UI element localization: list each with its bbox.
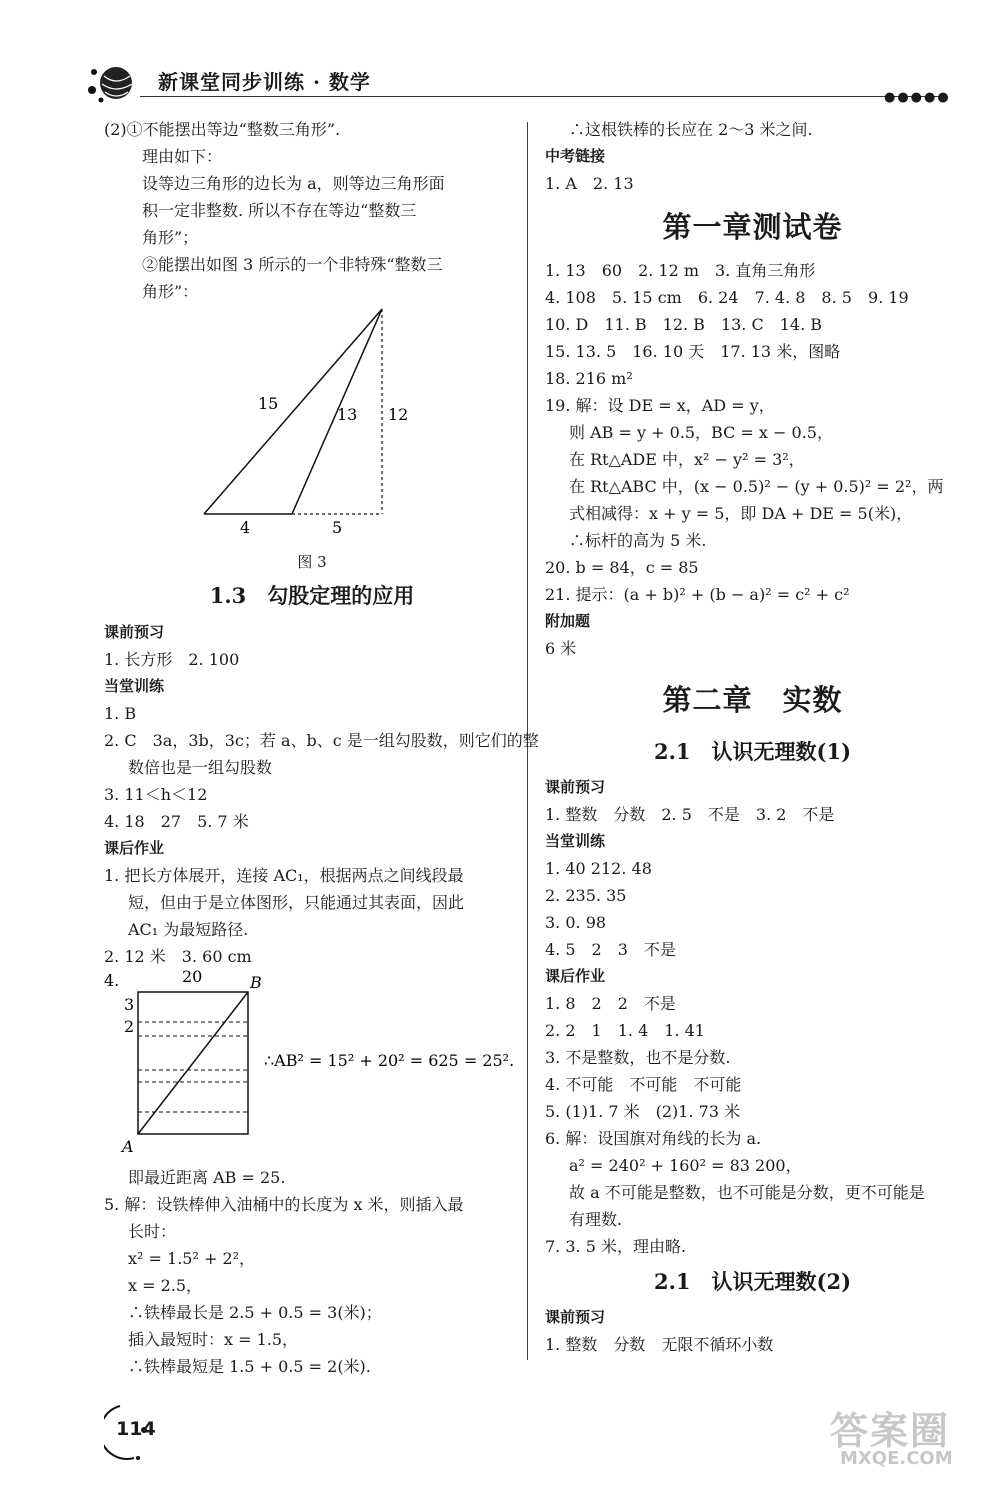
text-line: ②能摆出如图 3 所示的一个非特殊“整数三 [142, 255, 443, 274]
text-line: ∴标杆的高为 5 米. [569, 531, 707, 550]
text-line: 7. 3. 5 米，理由略. [545, 1237, 687, 1256]
text-line: 5. 解：设铁棒伸入油桶中的长度为 x 米，则插入最 [104, 1195, 464, 1214]
text-line: 在 Rt△ABC 中，(x − 0.5)² − (y + 0.5)² = 2²，两 [569, 477, 944, 496]
text-line: x² = 1.5² + 2²， [128, 1249, 256, 1268]
label-class-training: 当堂训练 [545, 832, 606, 850]
label-bonus: 附加题 [545, 612, 591, 630]
label-20: 20 [182, 970, 203, 986]
text-line: 角形”： [142, 282, 199, 301]
text-line: 数倍也是一组勾股数 [128, 758, 273, 777]
text-line: 1. 13 60 2. 12 m 3. 直角三角形 [545, 261, 816, 280]
text-line: 18. 216 m² [545, 369, 633, 388]
section-title-1-3: 1.3 勾股定理的应用 [209, 583, 415, 608]
label-5: 5 [332, 518, 343, 537]
text-line: 1. 长方形 2. 100 [104, 650, 240, 669]
label-2: 2 [124, 1017, 135, 1036]
text-line: 1. 8 2 2 不是 [545, 994, 676, 1013]
text-line: 20. b = 84，c = 85 [545, 558, 699, 577]
label-13: 13 [337, 405, 358, 424]
text-line: 3. 0. 98 [545, 913, 607, 932]
text-line: 故 a 不可能是整数，也不可能是分数，更不可能是 [569, 1183, 925, 1202]
diagonal-AB [138, 992, 248, 1134]
text-line: 1. 整数 分数 2. 5 不是 3. 2 不是 [545, 805, 835, 824]
section-title-2-1-part1: 2.1 认识无理数(1) [653, 739, 852, 764]
page-number: 114 [116, 1418, 156, 1440]
watermark-text: 答案圈 [830, 1409, 951, 1453]
text-line: 角形”； [142, 228, 199, 247]
text-line: 19. 解：设 DE = x，AD = y， [545, 396, 775, 415]
text-line: 有理数. [569, 1210, 623, 1229]
text-line: 理由如下： [142, 147, 223, 166]
text-line: 在 Rt△ADE 中，x² − y² = 3²， [569, 450, 805, 469]
text-line: 4. 18 27 5. 7 米 [104, 812, 249, 831]
chapter-1-test-title: 第一章测试卷 [662, 210, 843, 244]
text-line: 3. 11＜h＜12 [104, 785, 208, 804]
right-column [545, 116, 960, 1358]
text-line: 2. 2 1 1. 4 1. 41 [545, 1021, 705, 1040]
label-preview: 课前预习 [545, 778, 606, 796]
label-12: 12 [388, 405, 409, 424]
header-dots: ●●●●● [884, 90, 951, 105]
label-exam-link: 中考链接 [545, 147, 606, 165]
left-column [104, 116, 539, 1380]
text-line: 1. B [104, 704, 137, 723]
text-line: 1. A 2. 13 [545, 174, 634, 193]
text-line: (2)①不能摆出等边“整数三角形”. [104, 120, 341, 139]
watermark [830, 1400, 980, 1480]
text-line: a² = 240² + 160² = 83 200， [569, 1156, 802, 1175]
text-line: ∴铁棒最短是 1.5 + 0.5 = 2(米). [128, 1357, 371, 1376]
text-line: x = 2.5， [128, 1276, 203, 1295]
text-line: 设等边三角形的边长为 a，则等边三角形面 [142, 174, 445, 193]
text-line: 2. 12 米 3. 60 cm [104, 947, 252, 966]
text-line: 2. C 3a，3b，3c；若 a、b、c 是一组勾股数，则它们的整 [104, 731, 539, 750]
item-4-formula: ∴AB² = 15² + 20² = 625 = 25². [264, 1051, 515, 1070]
text-line: 1. 40 212. 48 [545, 859, 652, 878]
watermark-url: MXQE.COM [840, 1448, 953, 1469]
text-line: 6. 解：设国旗对角线的长为 a. [545, 1129, 762, 1148]
item-4-unfolded-box-diagram [104, 970, 520, 1156]
text-line: ∴这根铁棒的长应在 2～3 米之间. [569, 120, 813, 139]
header-logo-icon [86, 62, 136, 104]
text-line: 1. 整数 分数 无限不循环小数 [545, 1335, 774, 1354]
text-line: 3. 不是整数，也不是分数. [545, 1048, 731, 1067]
text-line: 则 AB = y + 0.5，BC = x − 0.5， [569, 423, 833, 442]
label-class-training: 当堂训练 [104, 677, 165, 695]
text-line: 插入最短时：x = 1.5， [128, 1330, 299, 1349]
text-line: 15. 13. 5 16. 10 天 17. 13 米，图略 [545, 342, 841, 361]
label-15: 15 [258, 394, 279, 413]
text-line: 5. (1)1. 7 米 (2)1. 73 米 [545, 1102, 741, 1121]
text-line: 即最近距离 AB = 25. [128, 1168, 286, 1187]
section-title-2-1-part2: 2.1 认识无理数(2) [653, 1269, 852, 1294]
text-line: 21. 提示：(a + b)² + (b − a)² = c² + c² [545, 585, 850, 604]
label-preview: 课前预习 [104, 623, 165, 641]
text-line: 4. 108 5. 15 cm 6. 24 7. 4. 8 8. 5 9. 19 [545, 288, 909, 307]
label-B: B [250, 973, 262, 992]
figure-caption: 图 3 [297, 553, 327, 571]
text-line: 式相减得：x + y = 5，即 DA + DE = 5(米)， [569, 504, 913, 523]
header-rule [140, 96, 940, 97]
header-title: 新课堂同步训练 · 数学 [158, 70, 371, 94]
text-line: ∴铁棒最长是 2.5 + 0.5 = 3(米)； [128, 1303, 382, 1322]
text-line: 10. D 11. B 12. B 13. C 14. B [545, 315, 823, 334]
label-3: 3 [124, 995, 135, 1014]
text-line: 6 米 [545, 639, 577, 658]
text-line: 4. 5 2 3 不是 [545, 940, 676, 959]
text-line: 4. 不可能 不可能 不可能 [545, 1075, 742, 1094]
label-homework: 课后作业 [104, 839, 165, 857]
label-preview: 课前预习 [545, 1308, 606, 1326]
chapter-2-title: 第二章 实数 [662, 683, 843, 717]
text-line: 积一定非整数. 所以不存在等边“整数三 [142, 201, 417, 220]
label-homework: 课后作业 [545, 967, 606, 985]
text-line: 长时： [128, 1222, 177, 1241]
figure-3-triangle [104, 305, 520, 543]
text-line: 2. 235. 35 [545, 886, 627, 905]
text-line: 短，但由于是立体图形，只能通过其表面，因此 [128, 893, 465, 912]
label-A: A [122, 1137, 134, 1156]
item-4-number: 4. [104, 971, 120, 990]
text-line: AC₁ 为最短路径. [128, 920, 249, 939]
label-4: 4 [240, 518, 251, 537]
text-line: 1. 把长方体展开，连接 AC₁，根据两点之间线段最 [104, 866, 464, 885]
